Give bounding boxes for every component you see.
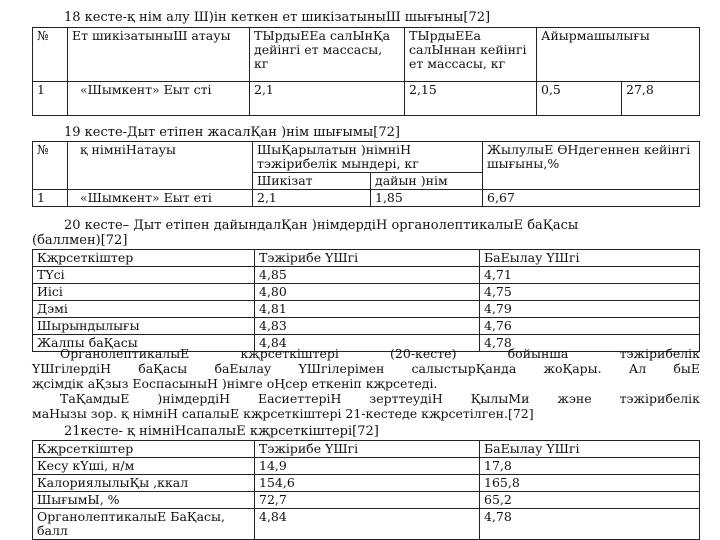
table-row — [33, 475, 700, 492]
table-cell: 4,71 — [480, 267, 700, 284]
table-cell: ОрганолептикалыЕ БаҚасы, балл — [33, 509, 255, 540]
table-cell: 2,15 — [405, 82, 537, 116]
t19-sub-raw: Шикізат — [253, 173, 371, 190]
table-18 — [32, 27, 700, 116]
table-20-caption: 20 кесте– Дыт етіпен дайындалҚан )німдердіН органолептикалыЕ баҚасы — [64, 218, 579, 233]
table-cell: 165,8 — [480, 475, 700, 492]
table-cell: 4,80 — [255, 284, 480, 301]
t19-header-yield: ШыҚарылатын )німніН тэжірибелік мындері, кг — [253, 142, 483, 173]
table-row — [33, 492, 700, 509]
table-19 — [32, 141, 700, 207]
table-19-block — [32, 125, 700, 207]
table-21-caption: 21кесте- қ німніНсапалыЕ кҗрсеткіштері[72] — [64, 424, 379, 439]
table-20-header-row — [33, 250, 700, 267]
table-18-header-row — [33, 28, 700, 82]
t18-header-name: Ет шикізатыныШ атауы — [68, 28, 250, 82]
table-cell: 6,67 — [483, 190, 700, 207]
table-cell: 72,7 — [255, 492, 480, 509]
table-cell: 27,8 — [622, 82, 700, 116]
table-cell: 4,84 — [255, 509, 480, 540]
table-row — [33, 82, 700, 116]
table-cell: 154,6 — [255, 475, 480, 492]
table-cell: Дэмі — [33, 301, 255, 318]
table-cell: 4,85 — [255, 267, 480, 284]
table-cell: 4,81 — [255, 301, 480, 318]
table-21-header-row — [33, 441, 700, 458]
t19-header-name: қ німніНатауы — [68, 142, 253, 190]
table-cell: ШығымЫ, % — [33, 492, 255, 509]
table-21-block — [32, 424, 700, 540]
table-row — [33, 318, 700, 335]
paragraph-line: ҮШгілердіН баҚасы баЕылау ҮШгілерімен салыстырҚанда жоҚары. Ал быЕ — [32, 361, 700, 376]
table-19-caption: 19 кесте-Дыт етіпен жасалҚан )нім шығымы[72] — [64, 125, 400, 140]
table-row — [33, 509, 700, 540]
table-cell: 0,5 — [537, 82, 622, 116]
table-cell: «Шымкент» Еыт еті — [68, 190, 253, 207]
table-cell: КалориялылыҚы ,ккал — [33, 475, 255, 492]
t21-header-experimental: Тэжірибе ҮШгі — [255, 441, 480, 458]
table-cell: 4,76 — [480, 318, 700, 335]
t18-header-after: ТЫрдыЕЕа салЫннан кейінгі ет массасы, кг — [405, 28, 537, 82]
table-20 — [32, 249, 700, 352]
table-cell: 2,1 — [250, 82, 405, 116]
paragraph-line: җсімдік аҚзыз ЕоспасыныН )німге оҢсер еткеніп кҗрсетеді. — [32, 376, 438, 391]
t18-header-no: № — [33, 28, 68, 82]
paragraph-line: ОрганолептикалыЕ кҗрсеткіштері (20-кесте) бойынша тэжірибелік — [60, 346, 700, 361]
table-cell: 4,78 — [480, 509, 700, 540]
table-cell: 2,1 — [253, 190, 371, 207]
table-cell: 1 — [33, 82, 68, 116]
t21-header-control: БаЕылау ҮШгі — [480, 441, 700, 458]
table-row — [33, 284, 700, 301]
table-cell: 65,2 — [480, 492, 700, 509]
paragraph-line: маНызы зор. қ німніН сапалыЕ кҗрсеткіштері 21-кестеде кҗрсетілген.[72] — [32, 406, 534, 421]
table-row — [33, 190, 700, 207]
table-cell: 1 — [33, 190, 68, 207]
table-19-header-row — [33, 142, 700, 173]
table-cell: 4,84 — [255, 335, 480, 352]
table-cell: Кесу кҮші, н/м — [33, 458, 255, 475]
table-cell: 14,9 — [255, 458, 480, 475]
table-cell: 4,83 — [255, 318, 480, 335]
table-cell: ТҮсі — [33, 267, 255, 284]
table-row — [33, 301, 700, 318]
table-cell: 4,75 — [480, 284, 700, 301]
paragraph-line: ТаҚамдыЕ )німдердіН ЕасиеттеріН зерттеудіН ҚылыМи жэне тэжірибелік — [60, 391, 700, 406]
table-20-caption-2: (баллмен)[72] — [32, 233, 128, 248]
t21-header-indicator: Кҗрсеткіштер — [33, 441, 255, 458]
table-18-block — [32, 10, 700, 116]
table-row — [33, 267, 700, 284]
table-cell: «Шымкент» Еыт сті — [68, 82, 250, 116]
table-18-caption: 18 кесте-қ нім алу Ш)ін кеткен ет шикізатыныШ шығыны[72] — [64, 10, 491, 25]
t20-header-indicator: Кҗрсеткіштер — [33, 250, 255, 267]
table-cell: 17,8 — [480, 458, 700, 475]
table-cell: 1,85 — [371, 190, 483, 207]
table-cell: Шырындылығы — [33, 318, 255, 335]
table-row — [33, 458, 700, 475]
t20-header-control: БаЕылау ҮШгі — [480, 250, 700, 267]
t18-header-before: ТЫрдыЕЕа салЫнҚа дейінгі ет массасы, кг — [250, 28, 405, 82]
t20-header-experimental: Тэжірибе ҮШгі — [255, 250, 480, 267]
table-cell: 4,79 — [480, 301, 700, 318]
table-cell: Жалпы баҚасы — [33, 335, 255, 352]
table-cell: Иісі — [33, 284, 255, 301]
t18-header-diff: Айырмашылығы — [537, 28, 700, 82]
table-21 — [32, 440, 700, 540]
t19-sub-ready: дайын )нім — [371, 173, 483, 190]
table-cell: 4,78 — [480, 335, 700, 352]
table-20-block — [32, 218, 700, 352]
t19-header-no: № — [33, 142, 68, 190]
t19-header-heat: ЖылулыЕ ӨНдегеннен кейінгі шығыны,% — [483, 142, 700, 190]
body-text — [32, 346, 700, 421]
